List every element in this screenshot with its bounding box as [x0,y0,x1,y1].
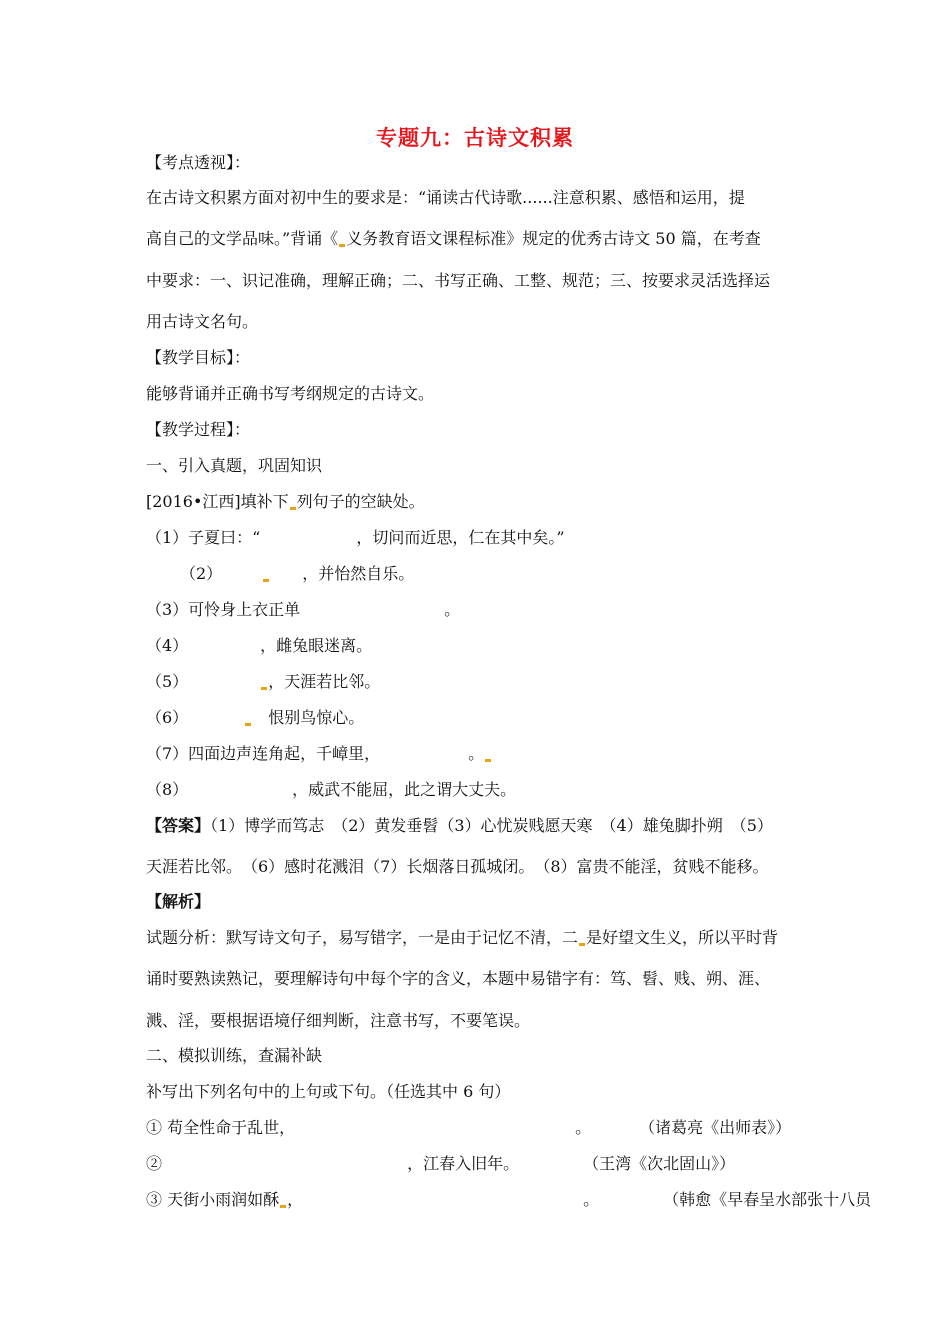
question-item: （3）可怜身上衣正单 。 [146,600,461,619]
question-item [180,564,414,584]
text-fragment: ，天涯若比邻。 [268,672,381,691]
text-fragment: 义务教育语文课程标准》规定的优秀古诗文 50 篇，在考查 [346,229,761,248]
edit-marker [290,507,296,510]
text-fragment: 恨别鸟惊心。 [252,708,365,727]
kaodian-paragraph-line: 在古诗文积累方面对初中生的要求是：“诵读古代诗歌......注意积累、感悟和运用，提 [146,188,745,207]
text-fragment: （6） [146,708,245,727]
question-intro [146,492,425,512]
question-item: （4） ，雌兔眼迷离。 [146,636,373,655]
part2-heading: 二、模拟训练，查漏补缺 [146,1046,323,1065]
part2-intro: 补写出下列名句中的上句或下句。（任选其中 6 句） [146,1082,511,1101]
text-fragment: （2） [180,564,263,583]
jiexi-paragraph-line [146,928,778,948]
kaodian-paragraph-line: 中要求：一、识记准确，理解正确；二、书写正确、工整、规范；三、按要求灵活选择运 [146,271,771,290]
practice-item [146,1190,871,1210]
edit-marker [280,1205,286,1208]
question-item [146,744,492,764]
section-kaodian-heading: 【考点透视】： [146,153,251,172]
mubiao-paragraph-line: 能够背诵并正确书写考纲规定的古诗文。 [146,384,435,403]
kaodian-paragraph-line [146,229,761,249]
practice-item: ② ，江春入旧年。 （王湾《次北固山》） [146,1154,736,1173]
document-title: 专题九：古诗文积累 [376,126,574,150]
section-mubiao-heading: 【教学目标】： [146,348,251,367]
edit-marker [261,687,267,690]
kaodian-paragraph-line: 用古诗文名句。 [146,312,259,331]
text-fragment: [2016•江西]填补下 [146,492,289,511]
section-jiexi-heading: 【解析】 [146,892,211,911]
edit-marker [339,244,345,247]
part1-heading: 一、引入真题，巩固知识 [146,456,323,475]
question-item: （8） ，威武不能屈，此之谓大丈夫。 [146,780,517,799]
text-fragment: 试题分析：默写诗文句子，易写错字，一是由于记忆不清，二 [146,928,579,947]
edit-marker [579,943,585,946]
jiexi-paragraph-line: 诵时要熟读熟记，要理解诗句中每个字的含义，本题中易错字有：笃、髫、贱、朔、涯、 [146,969,771,988]
text-fragment: 列句子的空缺处。 [296,492,425,511]
text-fragment: （7）四面边声连角起，千嶂里， 。 [146,744,485,763]
edit-marker [263,579,269,582]
jiexi-paragraph-line: 溅、淫，要根据语境仔细判断，注意书写，不要笔误。 [146,1011,531,1030]
answer-label: 【答案】 [146,816,211,835]
text-fragment: ，并怡然自乐。 [270,564,415,583]
text-fragment: ， 。 （韩愈《早春呈水部张十八员 [287,1190,872,1209]
question-item [146,672,380,692]
text-fragment: ③ 天街小雨润如酥 [146,1190,280,1209]
text-fragment: （5） [146,672,261,691]
text-fragment: 是好望文生义，所以平时背 [586,928,779,947]
edit-marker [245,723,251,726]
section-guocheng-heading: 【教学过程】： [146,420,251,439]
text-fragment: 高自己的文学品味。”背诵《 [146,229,339,248]
edit-marker [485,759,491,762]
answer-line: 天涯若比邻。 （6）感时花溅泪（7）长烟落日孤城闭。 （8）富贵不能淫，贫贱不能移。 [146,857,769,876]
practice-item: ① 苟全性命于乱世， 。 （诸葛亮《出师表》） [146,1118,792,1137]
answer-text: （1）博学而笃志 （2）黄发垂髫（3）心忧炭贱愿天寒 （4）雄兔脚扑朔 （5） [210,816,773,835]
question-item: （1）子夏曰：“ ，切问而近思，仁在其中矣。” [146,528,565,547]
answer-line [146,816,773,836]
question-item [146,708,364,728]
